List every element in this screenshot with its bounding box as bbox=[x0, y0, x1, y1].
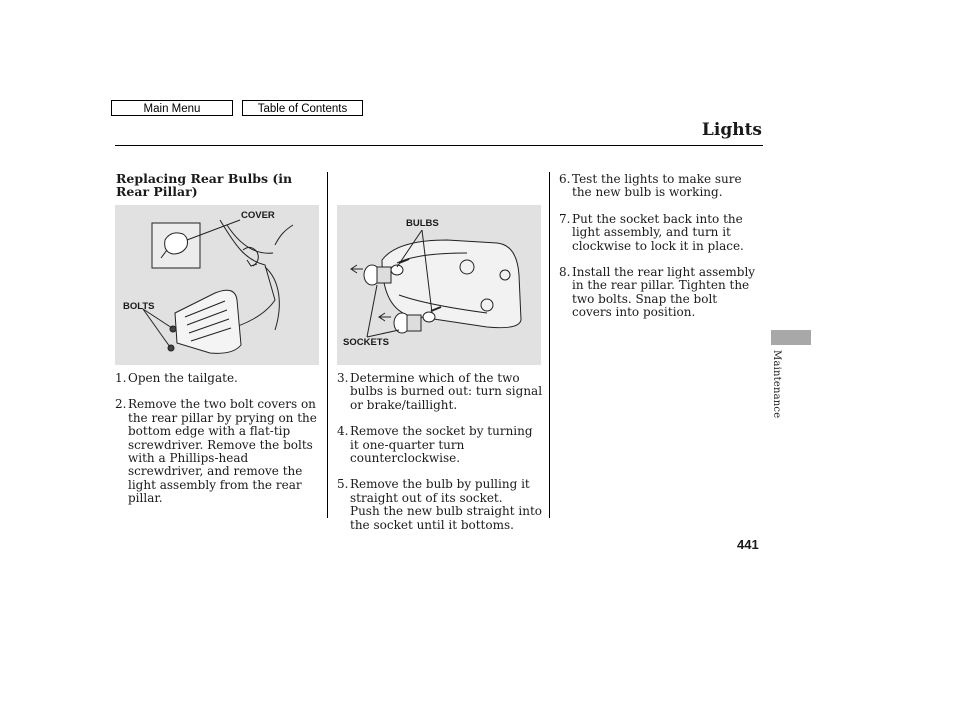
step-number: 6. bbox=[559, 172, 571, 186]
step-3 bbox=[337, 372, 545, 412]
steps-column-3 bbox=[559, 173, 759, 333]
steps-column-1 bbox=[115, 372, 323, 519]
label-sockets: SOCKETS bbox=[343, 337, 389, 348]
step-1 bbox=[115, 372, 323, 385]
step-6 bbox=[559, 173, 759, 200]
step-8 bbox=[559, 266, 759, 320]
label-bulbs: BULBS bbox=[406, 218, 439, 229]
column-divider-2 bbox=[549, 172, 550, 518]
step-5 bbox=[337, 478, 545, 532]
step-number: 3. bbox=[337, 371, 349, 385]
step-7 bbox=[559, 213, 759, 253]
step-text-continued: Push the new bulb straight into the socket until it bottoms. bbox=[350, 504, 542, 532]
step-text: Open the tailgate. bbox=[128, 371, 238, 385]
step-4 bbox=[337, 425, 545, 465]
table-of-contents-button[interactable]: Table of Contents bbox=[242, 100, 363, 116]
section-side-label: Maintenance bbox=[771, 350, 782, 419]
label-cover: COVER bbox=[241, 210, 275, 221]
steps-column-2 bbox=[337, 372, 545, 545]
step-text: Determine which of the two bulbs is burned out: turn signal or brake/taillight. bbox=[350, 371, 543, 412]
main-menu-button[interactable]: Main Menu bbox=[111, 100, 233, 116]
step-number: 7. bbox=[559, 211, 571, 226]
step-number: 4. bbox=[337, 424, 349, 439]
page-title: Lights bbox=[701, 120, 762, 140]
figure-bolt-covers bbox=[115, 205, 319, 365]
step-2 bbox=[115, 398, 323, 505]
bolt-cover-illustration bbox=[115, 205, 319, 365]
step-number: 5. bbox=[337, 477, 349, 492]
step-text: Install the rear light assembly in the rear pillar. Tighten the two bolts. Snap the bolt covers into position. bbox=[572, 265, 756, 320]
step-text: Test the lights to make sure the new bulb is working. bbox=[572, 172, 742, 200]
page-number: 441 bbox=[737, 537, 759, 552]
figure-bulbs-sockets bbox=[337, 205, 541, 365]
section-heading: Replacing Rear Bulbs (in Rear Pillar) bbox=[116, 171, 293, 199]
label-bolts: BOLTS bbox=[123, 301, 155, 312]
step-text: Remove the two bolt covers on the rear pillar by prying on the bottom edge with a flat-tip screwdriver. Remove the bolts with a Phillips-head screwdriver, and remove the light assembly from the rear pillar. bbox=[128, 397, 317, 506]
column-divider-1 bbox=[327, 172, 328, 518]
section-tab bbox=[771, 330, 811, 345]
step-number: 2. bbox=[115, 397, 127, 412]
step-text: Put the socket back into the light assembly, and turn it clockwise to lock it in place. bbox=[572, 211, 744, 253]
step-text: Remove the socket by turning it one-quarter turn counterclockwise. bbox=[350, 424, 533, 466]
step-number: 8. bbox=[559, 265, 571, 280]
step-number: 1. bbox=[115, 371, 127, 385]
step-text: Remove the bulb by pulling it straight out of its socket. bbox=[350, 477, 530, 505]
header-rule bbox=[115, 145, 763, 146]
